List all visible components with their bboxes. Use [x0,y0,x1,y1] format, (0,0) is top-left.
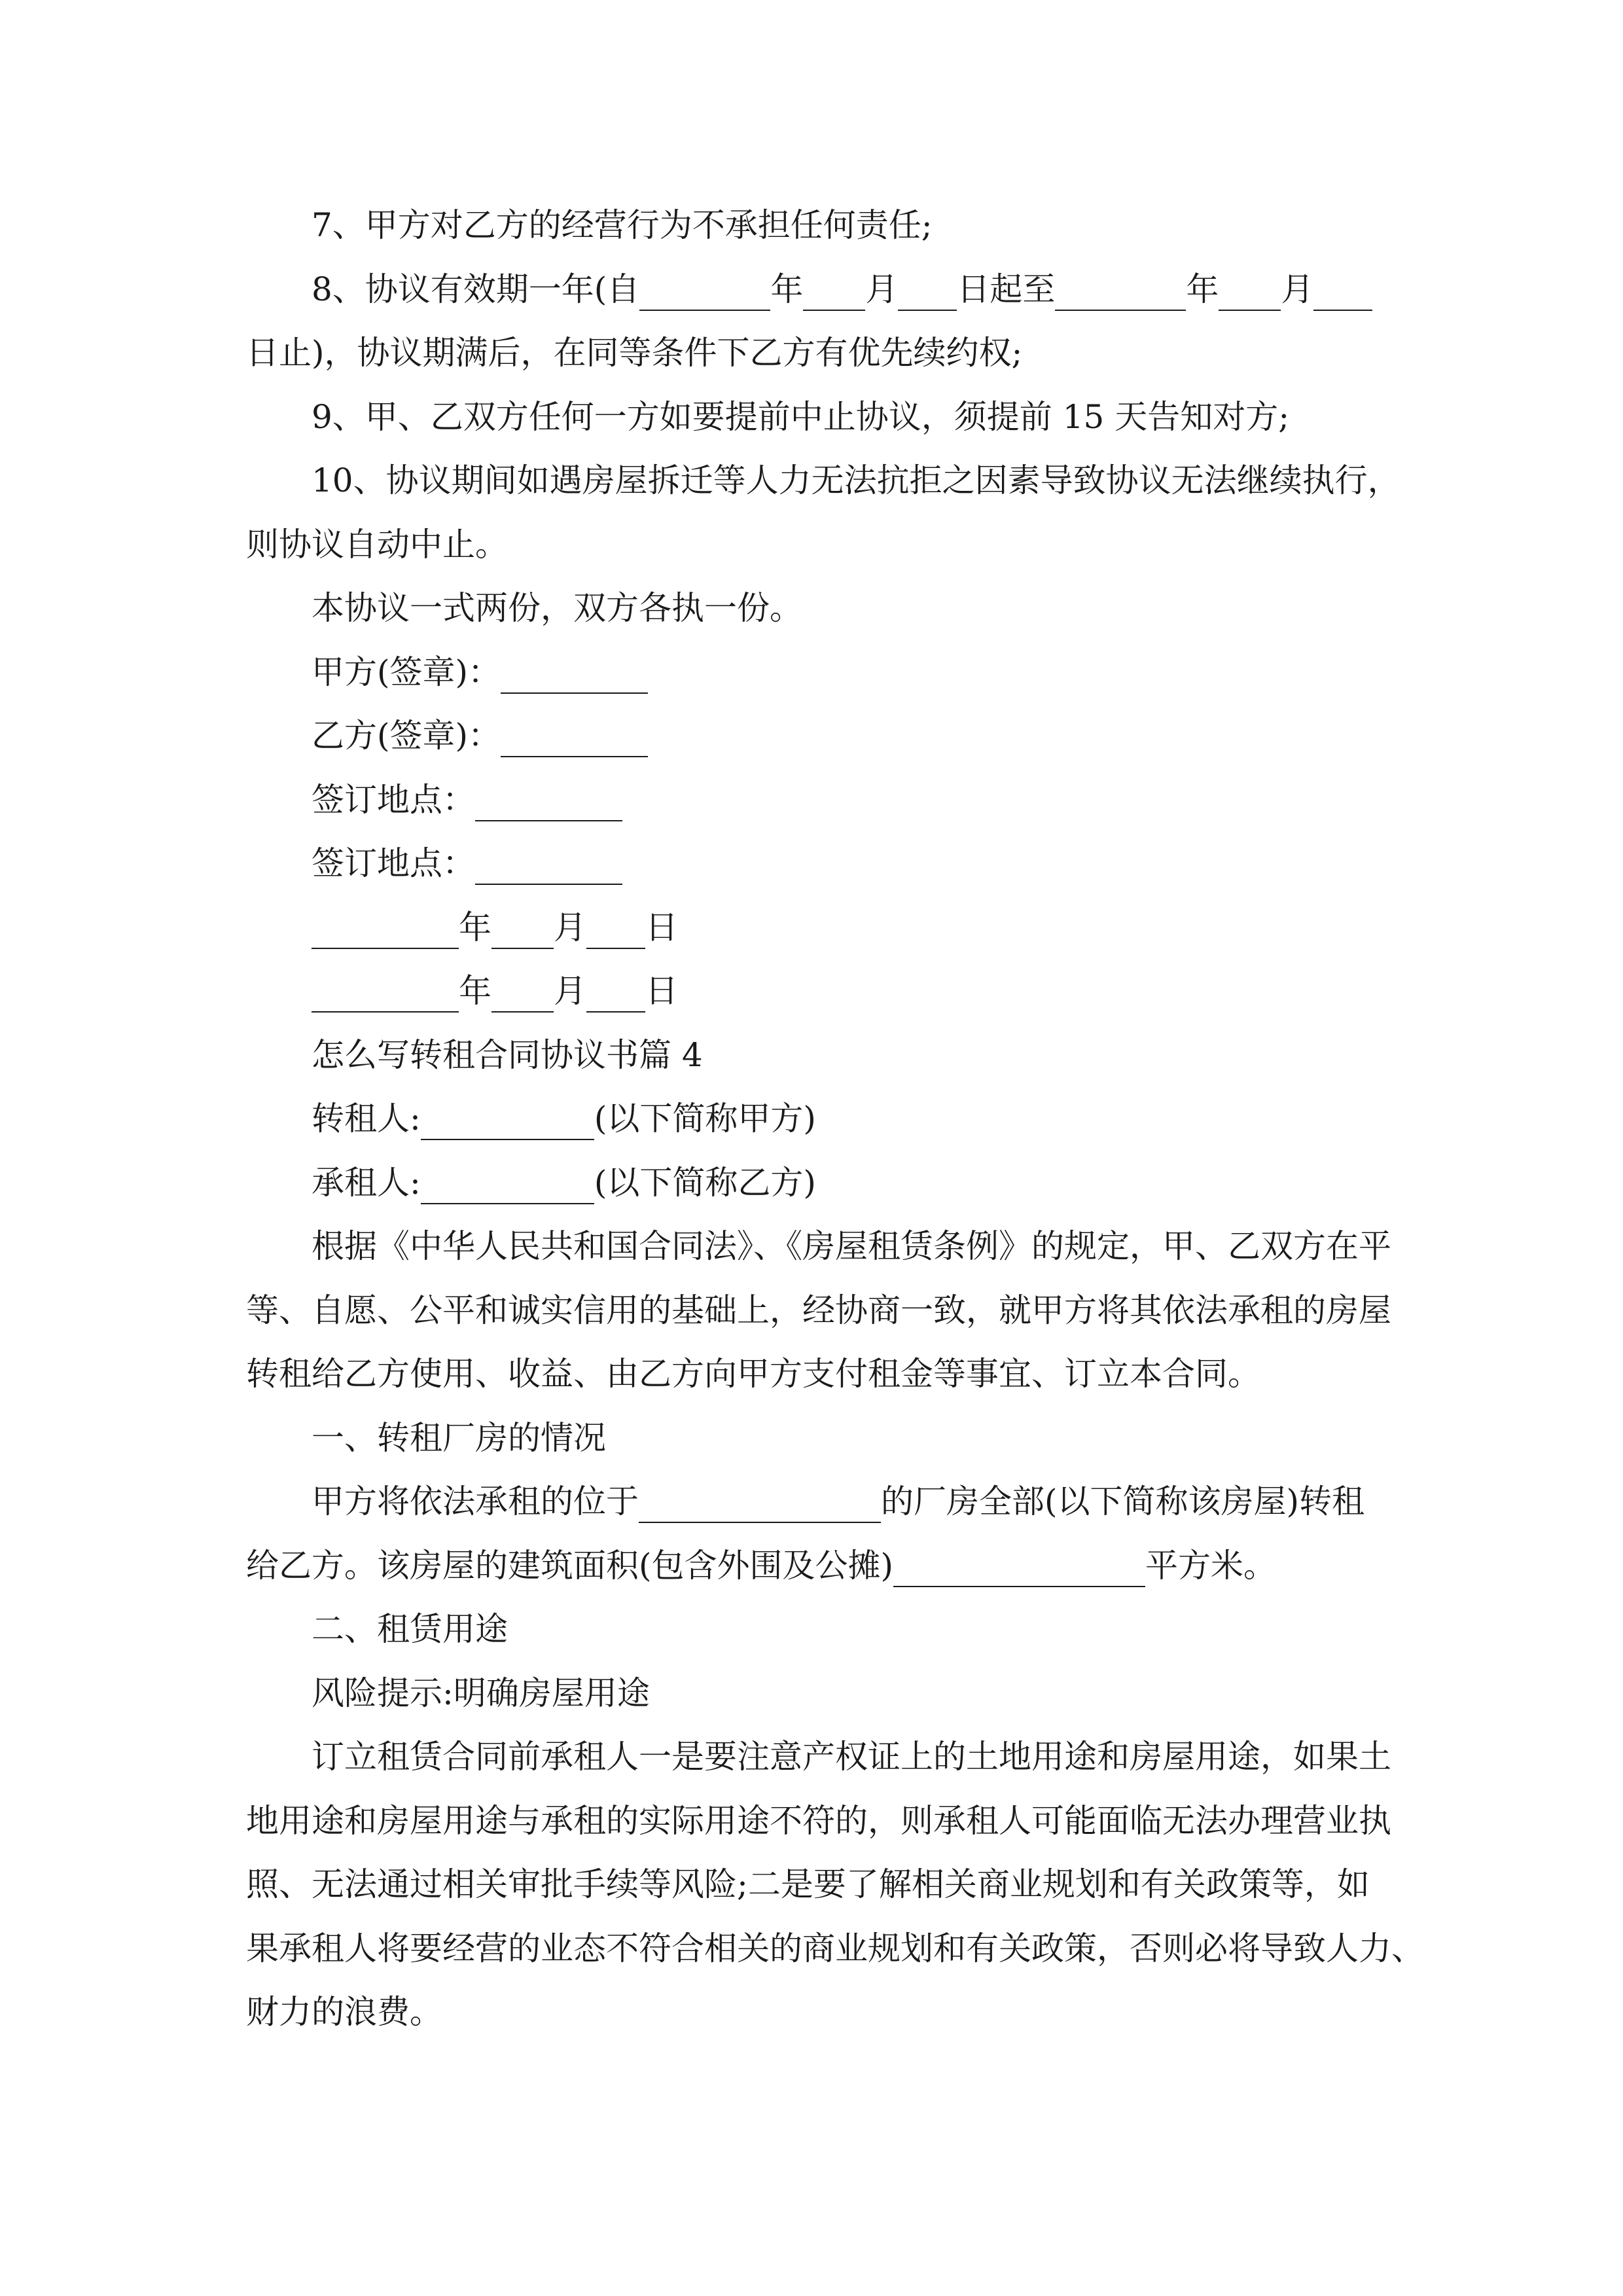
blank-date2-month[interactable] [491,974,554,1013]
sign-date-2: 年 月 日 [246,960,1385,1024]
blank-party-a[interactable] [501,655,648,694]
section-heading: 怎么写转租合同协议书篇 4 [312,1035,703,1074]
basis-line-3: 转租给乙方使用、收益、由乙方向甲方支付租金等事宜、订立本合同。 [246,1355,1260,1393]
blank-end-day[interactable] [1313,272,1372,311]
blank-place-1[interactable] [475,782,622,821]
clause-8-cont: 日止)，协议期满后，在同等条件下乙方有优先续约权; [246,334,1023,372]
sign-date-1: 年 月 日 [246,896,1385,960]
blank-start-month[interactable] [803,272,865,311]
clause-10: 10、协议期间如遇房屋拆迁等人力无法抗拒之因素导致协议无法继续执行， [312,461,1400,499]
blank-date2-day[interactable] [586,974,645,1013]
blank-place-2[interactable] [475,846,622,886]
party-b-signature: 乙方(签章)： [246,704,1385,768]
clause-8: 8、协议有效期一年(自 年 月 日起至 年 月 [246,258,1385,322]
basis-line-2: 等、自愿、公平和诚实信用的基础上，经协商一致，就甲方将其依法承租的房屋 [246,1291,1391,1329]
blank-date1-month[interactable] [491,910,554,949]
blank-date1-year[interactable] [312,910,459,949]
blank-date2-year[interactable] [312,974,459,1013]
blank-location[interactable] [639,1484,881,1524]
blank-end-year[interactable] [1055,272,1186,311]
blank-date1-day[interactable] [586,910,645,949]
section-1-line-1: 甲方将依法承租的位于 的厂房全部(以下简称该房屋)转租 [246,1470,1385,1534]
risk-title: 风险提示:明确房屋用途 [312,1674,650,1712]
risk-line-1: 订立租赁合同前承租人一是要注意产权证上的土地用途和房屋用途，如果土 [312,1738,1391,1776]
basis-line-1: 根据《中华人民共和国合同法》、《房屋租赁条例》的规定，甲、乙双方在平 [312,1227,1391,1265]
blank-party-b[interactable] [501,719,648,758]
document-body [246,194,1424,2045]
lessee-line: 承租人: (以下简称乙方) [246,1151,1385,1215]
party-a-signature: 甲方(签章)： [246,641,1385,705]
blank-end-month[interactable] [1219,272,1281,311]
blank-start-year[interactable] [639,272,770,311]
blank-start-day[interactable] [898,272,957,311]
risk-line-4: 果承租人将要经营的业态不符合相关的商业规划和有关政策，否则必将导致人力、 [246,1929,1424,1967]
clause-9: 9、甲、乙双方任何一方如要提前中止协议，须提前 15 天告知对方; [312,397,1290,436]
blank-lessee[interactable] [421,1165,594,1204]
section-1-title: 一、转租厂房的情况 [312,1418,606,1457]
risk-line-5: 财力的浪费。 [246,1993,442,2031]
sublessor-line: 转租人: (以下简称甲方) [246,1087,1385,1151]
risk-line-2: 地用途和房屋用途与承租的实际用途不符的，则承租人可能面临无法办理营业执 [246,1801,1391,1840]
clause-10-cont: 则协议自动中止。 [246,525,508,564]
sign-place-1: 签订地点： [246,768,1385,833]
section-2-title: 二、租赁用途 [312,1610,508,1648]
clause-7: 7、甲方对乙方的经营行为不承担任何责任; [312,206,933,244]
blank-sublessor[interactable] [421,1102,594,1141]
blank-area[interactable] [893,1548,1145,1587]
sign-place-2: 签订地点： [246,832,1385,896]
copies-note: 本协议一式两份，双方各执一份。 [312,589,802,627]
risk-line-3: 照、无法通过相关审批手续等风险;二是要了解相关商业规划和有关政策等，如 [246,1865,1370,1903]
section-1-line-2: 给乙方。该房屋的建筑面积(包含外围及公摊) 平方米。 [246,1534,1385,1598]
